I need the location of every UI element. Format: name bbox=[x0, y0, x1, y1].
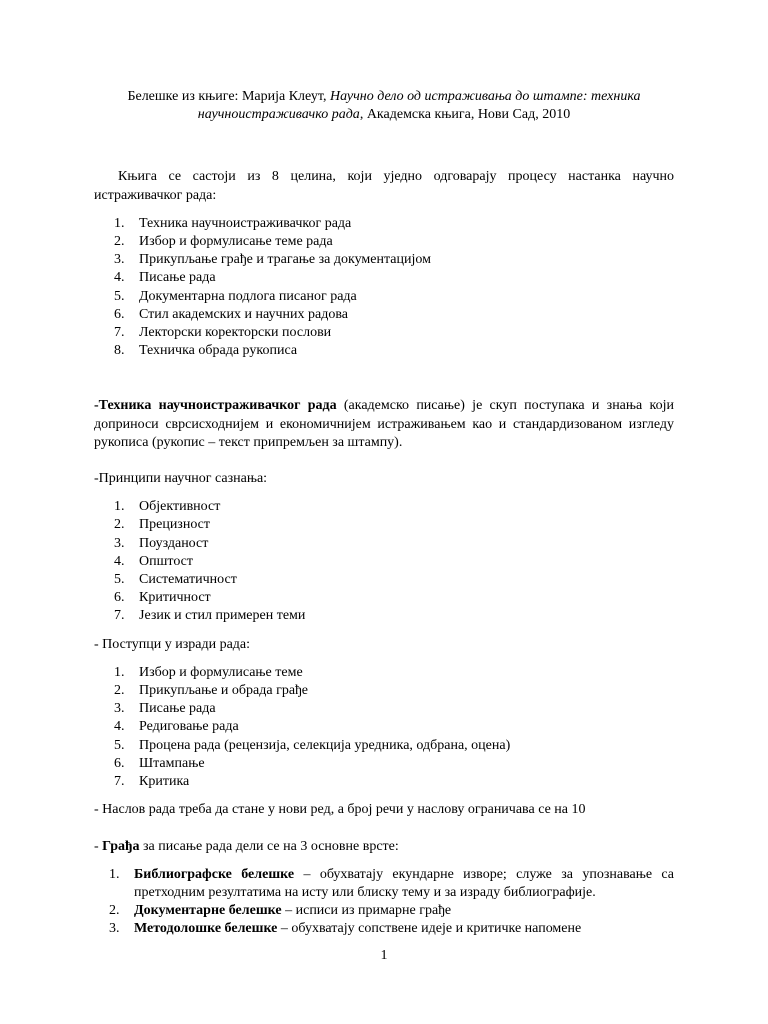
list-item-text: Процена рада (рецензија, селекција уредника, одбрана, оцена) bbox=[139, 737, 511, 753]
note-type-term: Методолошке белешке bbox=[134, 921, 278, 937]
list-item-text: Објективност bbox=[139, 499, 221, 515]
list-number: 3. bbox=[114, 701, 125, 717]
list-item bbox=[94, 233, 674, 251]
list-item bbox=[94, 498, 674, 516]
list-item-text: Општост bbox=[139, 553, 193, 569]
list-number: 6. bbox=[114, 590, 125, 606]
list-item-text: Избор и формулисање теме bbox=[139, 664, 303, 680]
note-type-term: Библиографске белешке bbox=[134, 866, 295, 882]
note-type-text: – обухватају екундарне изворе; служе за упознавање са претходним резултатима на исту или блиску тему и за израду библиографије. bbox=[134, 866, 675, 900]
list-number: 5. bbox=[114, 572, 125, 588]
list-item bbox=[94, 607, 674, 625]
material-text: за писање рада дели се на 3 основне врсте: bbox=[139, 838, 399, 854]
list-number: 7. bbox=[114, 774, 125, 790]
list-item-text: Стил академских и научних радова bbox=[139, 306, 348, 322]
list-number: 7. bbox=[114, 325, 125, 341]
list-number: 7. bbox=[114, 608, 125, 624]
technique-text: (академско писање) је скуп поступака и знања који доприноси сврсисходнијем и економичнијем истраживањем као и стандардизованом изгледу рукописа (рукопис – текст припремљен за штампу). bbox=[94, 398, 674, 450]
list-item-text: Избор и формулисање теме рада bbox=[139, 234, 333, 250]
list-number: 5. bbox=[114, 737, 125, 753]
sections-list bbox=[94, 215, 674, 361]
principles-list bbox=[94, 498, 674, 625]
list-number: 3. bbox=[114, 252, 125, 268]
note-type-text: – исписи из примарне грађе bbox=[281, 903, 452, 919]
list-number: 2. bbox=[114, 517, 125, 533]
list-item bbox=[94, 866, 674, 902]
book-title: Научно дело од истраживања до штампе: техника научноистраживачко рада bbox=[197, 89, 641, 123]
list-item bbox=[94, 251, 674, 269]
list-item bbox=[94, 215, 674, 233]
page-number: 1 bbox=[380, 948, 388, 963]
principles-label: -Принципи научног сазнања: bbox=[94, 471, 268, 487]
list-item bbox=[94, 288, 674, 306]
list-item bbox=[94, 902, 674, 920]
list-item bbox=[94, 535, 674, 553]
list-item bbox=[94, 920, 674, 938]
list-number: 4. bbox=[114, 719, 125, 735]
list-number: 4. bbox=[114, 553, 125, 569]
list-number: 3. bbox=[114, 535, 125, 551]
list-item-text: Писање рада bbox=[139, 270, 216, 286]
list-number: 1. bbox=[114, 499, 125, 515]
list-item-text: Редиговање рада bbox=[139, 719, 239, 735]
intro-paragraph: Књига се састоји из 8 целина, који уједно одговарају процесу настанка научно истраживачког рада: bbox=[94, 169, 674, 203]
list-number: 4. bbox=[114, 270, 125, 286]
procedures-list bbox=[94, 664, 674, 791]
material-list bbox=[94, 866, 674, 939]
list-item-text: Критика bbox=[139, 774, 190, 790]
list-number: 2. bbox=[109, 903, 120, 919]
title-note: - Наслов рада треба да стане у нови ред, а број речи у наслову ограничава се на 10 bbox=[94, 802, 586, 818]
list-item-text: Писање рада bbox=[139, 701, 216, 717]
list-number: 2. bbox=[114, 683, 125, 699]
list-item bbox=[94, 773, 674, 791]
list-item-text: Прецизност bbox=[139, 517, 211, 533]
list-item-text: Прикупљање и обрада грађе bbox=[139, 683, 309, 699]
document-page bbox=[94, 88, 674, 939]
material-paragraph: - Грађа за писање рада дели се на 3 основне врсте: bbox=[94, 838, 399, 854]
note-type-term: Документарне белешке bbox=[134, 903, 282, 919]
list-number: 1. bbox=[114, 664, 125, 680]
list-number: 1. bbox=[109, 866, 120, 882]
list-item bbox=[94, 682, 674, 700]
list-number: 6. bbox=[114, 306, 125, 322]
list-number: 5. bbox=[114, 288, 125, 304]
list-item bbox=[94, 516, 674, 534]
list-item bbox=[94, 664, 674, 682]
list-item bbox=[94, 718, 674, 736]
list-number: 8. bbox=[114, 343, 125, 359]
list-item-text: Језик и стил примерен теми bbox=[139, 608, 306, 624]
list-item bbox=[94, 342, 674, 360]
note-type-text: – обухватају сопствене идеје и критичке напомене bbox=[277, 921, 582, 937]
technique-term: -Техника научноистраживачког рада bbox=[94, 398, 337, 414]
list-item-text: Документарна подлога писаног рада bbox=[139, 288, 357, 304]
list-item-text: Прикупљање грађе и трагање за документацијом bbox=[139, 252, 431, 268]
list-item-text: Систематичност bbox=[139, 572, 237, 588]
list-item bbox=[94, 269, 674, 287]
list-number: 1. bbox=[114, 215, 125, 231]
list-item bbox=[94, 306, 674, 324]
list-number: 6. bbox=[114, 755, 125, 771]
list-item-text: Штампање bbox=[139, 755, 205, 771]
list-number: 3. bbox=[109, 921, 120, 937]
list-item bbox=[94, 571, 674, 589]
list-item-text: Техника научноистраживачког рада bbox=[139, 215, 352, 231]
list-item bbox=[94, 324, 674, 342]
list-item-text: Лекторски коректорски послови bbox=[139, 325, 332, 341]
list-item bbox=[94, 700, 674, 718]
list-item bbox=[94, 755, 674, 773]
heading-suffix: , Академска књига, Нови Сад, 2010 bbox=[359, 107, 571, 123]
procedures-label: - Поступци у изради рада: bbox=[94, 636, 251, 652]
list-number: 2. bbox=[114, 234, 125, 250]
heading-prefix: Белешке из књиге: Марија Клеут, bbox=[127, 89, 330, 104]
document-heading bbox=[94, 88, 674, 124]
list-item-text: Техничка обрада рукописа bbox=[139, 343, 298, 359]
list-item bbox=[94, 589, 674, 607]
technique-paragraph bbox=[94, 397, 674, 452]
list-item bbox=[94, 737, 674, 755]
list-item-text: Поузданост bbox=[139, 535, 209, 551]
material-term: Грађа bbox=[102, 838, 140, 854]
list-item-text: Критичност bbox=[139, 590, 211, 606]
list-item bbox=[94, 553, 674, 571]
